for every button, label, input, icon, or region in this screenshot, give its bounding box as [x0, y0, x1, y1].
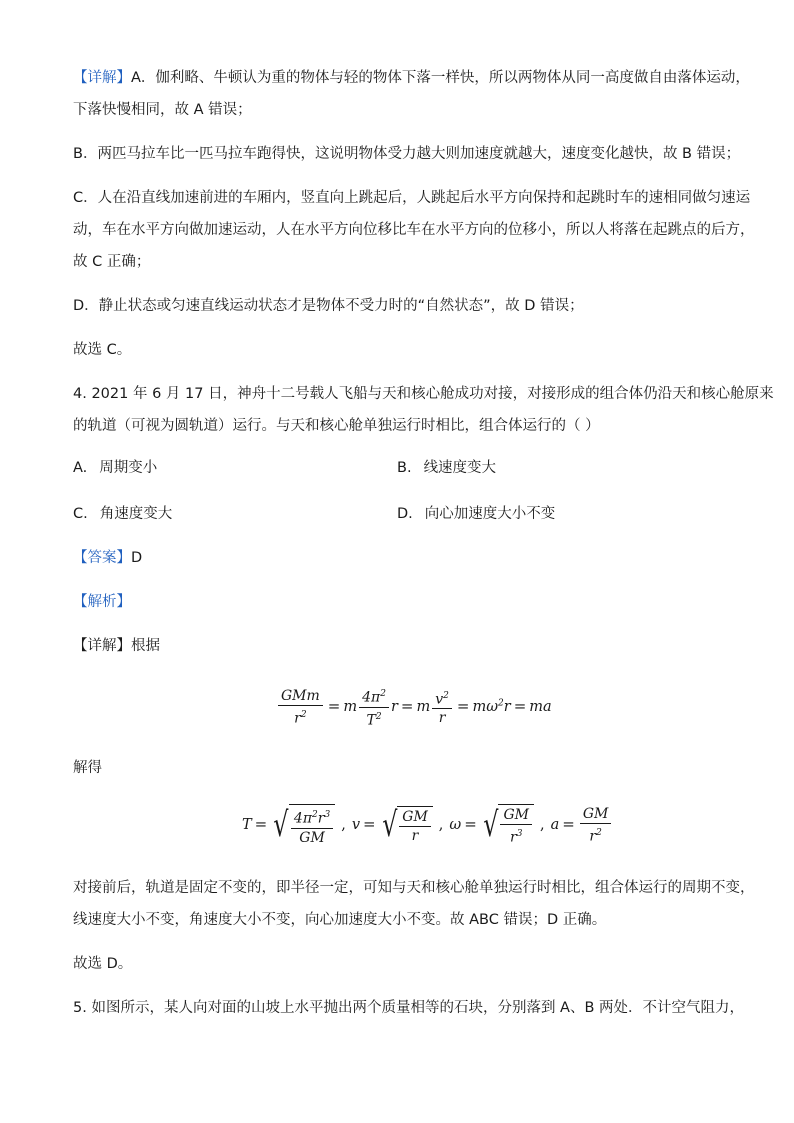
- q4-conclusion-line2: 线速度大小不变，角速度大小不变，向心加速度大小不变。故 ABC 错误；D 正确。: [73, 912, 607, 928]
- answer-tag: 【答案】: [73, 550, 131, 566]
- q3-detail-c-line1: C．人在沿直线加速前进的车厢内，竖直向上跳起后，人跳起后水平方向保持和起跳时车的速相同做匀速运: [73, 190, 751, 206]
- answer-value: D: [131, 550, 143, 566]
- q4-stem-line1: 4. 2021 年 6 月 17 日，神舟十二号载人飞船与天和核心舱成功对接，对接形成的组合体仍沿天和核心舱原来: [73, 386, 774, 402]
- q4-option-a: A. 周期变小: [73, 460, 158, 476]
- q3-detail-c-line3: 故 C 正确；: [73, 254, 151, 270]
- detail-tag: 【详解】: [73, 70, 131, 86]
- detail-tag: 【详解】: [73, 638, 131, 654]
- q4-answer: [73, 542, 733, 574]
- q5-stem-line1: 5. 如图所示，某人向对面的山坡上水平抛出两个质量相等的石块，分别落到 A、B 两处．不计空气阻力，: [73, 1000, 745, 1016]
- q4-option-c: C. 角速度变大: [73, 506, 173, 522]
- q3-choose: 故选 C。: [73, 342, 132, 358]
- q3-a-text: A．伽利略、牛顿认为重的物体与轻的物体下落一样快，所以两物体从同一高度做自由落体运动，: [131, 70, 750, 86]
- q4-detail-intro: 【详解】根据: [73, 638, 160, 654]
- q3-detail-b-line: B．两匹马拉车比一匹马拉车跑得快，这说明物体受力越大则加速度就越大，速度变化越快，故 B 错误；: [73, 146, 741, 162]
- q4-conclusion-line1: 对接前后，轨道是固定不变的，即半径一定，可知与天和核心舱单独运行时相比，组合体运行的周期不变，: [73, 880, 755, 896]
- gravitation-equation: $\frac{\text{GMm}}{r^2}$ = m $\frac{4\pi^2}{T^2}$ r = m $\frac{v^2}{r}$ = $m\omega^2r$ = ma: [276, 686, 552, 728]
- q4-option-b: B. 线速度变大: [397, 460, 497, 476]
- q3-detail-a-line2: 下落快慢相同，故 A 错误；: [73, 102, 252, 118]
- q4-analysis-tag: 【解析】: [73, 594, 131, 610]
- q4-solve: 解得: [73, 760, 102, 776]
- q4-option-d: D. 向心加速度大小不变: [397, 506, 556, 522]
- q3-detail-c-line2: 动，车在水平方向做加速运动，人在水平方向位移比车在水平方向的位移小，所以人将落在起跳点的后方，: [73, 222, 755, 238]
- q3-detail-a-line1: [73, 62, 750, 94]
- solution-equations: T = √ $\frac{4\pi^2r^3}{GM}$ , v = √ $\frac{GM}{r}$ , ω = √ $\frac{GM}{r^3}$ , a = $\frac{GM}{r^2}$: [242, 804, 613, 846]
- q4-choose: 故选 D。: [73, 956, 133, 972]
- q3-detail-d-line: D．静止状态或匀速直线运动状态才是物体不受力时的“自然状态”，故 D 错误；: [73, 298, 584, 314]
- q4-stem-line2: 的轨道（可视为圆轨道）运行。与天和核心舱单独运行时相比，组合体运行的（ ）: [73, 418, 600, 434]
